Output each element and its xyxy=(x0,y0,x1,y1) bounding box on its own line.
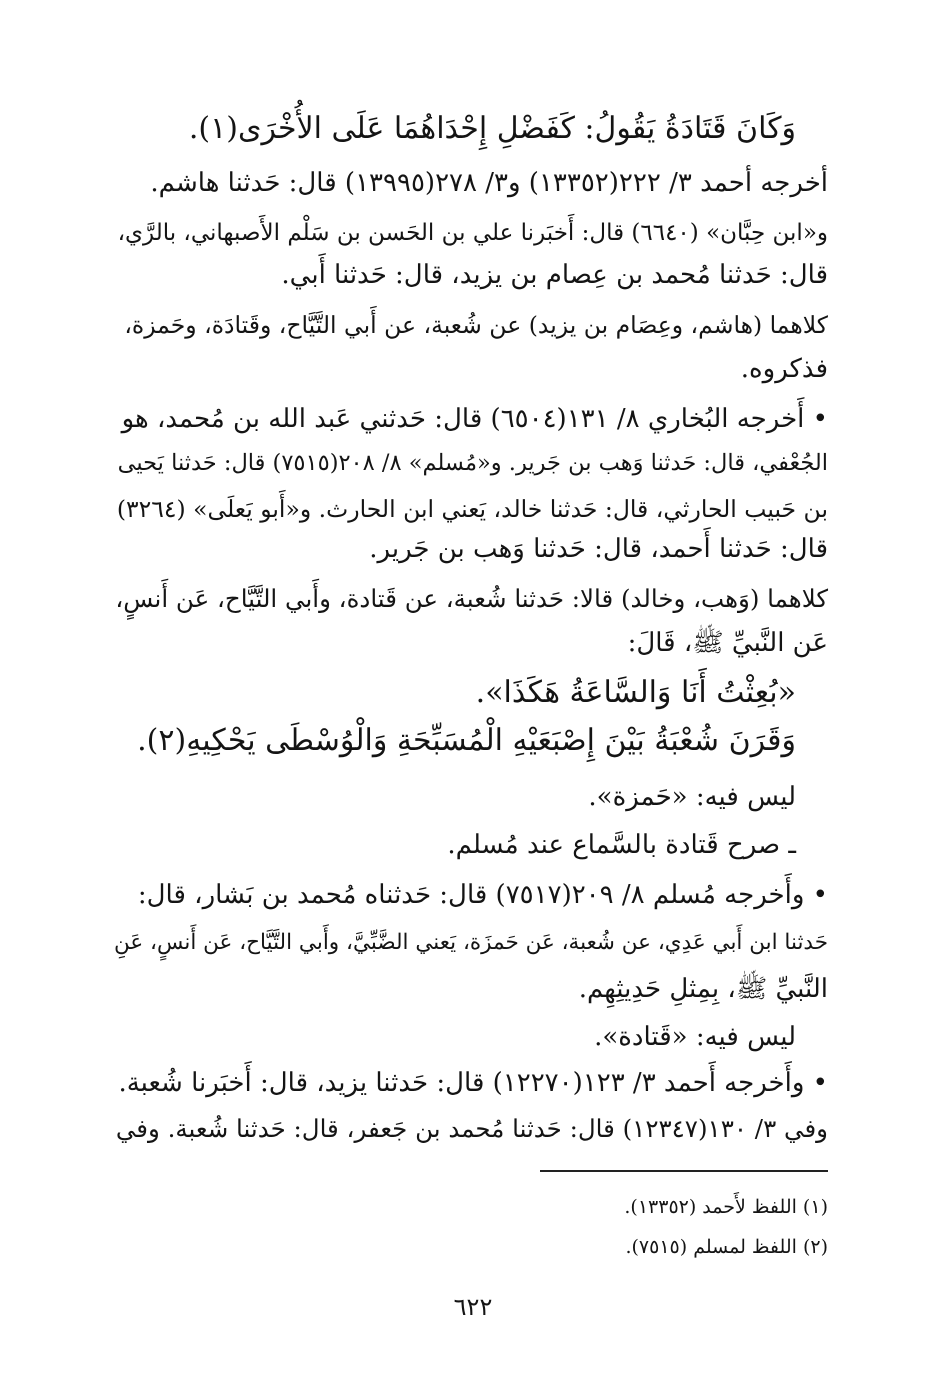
text-line: فذكروه. xyxy=(740,354,828,384)
hadith-text: «بُعِثْتُ أَنَا وَالسَّاعَةُ هَكَذَا». xyxy=(475,675,796,710)
footnote-divider xyxy=(540,1170,828,1172)
text-line: أخرجه أحمد ٣/ ٢٢٢(١٣٣٥٢) و٣/ ٢٧٨(١٣٩٩٥) قال: حَدثنا هاشم. xyxy=(150,168,828,198)
text-line: قال: حَدثنا أَحمد، قال: حَدثنا وَهب بن جَرير. xyxy=(369,534,828,564)
text-line: كلاهما (وَهب، وخالد) قالا: حَدثنا شُعبة، عن قَتادة، وأَبي التَّيَّاح، عَن أَنسٍ، xyxy=(115,584,828,613)
text-line: ـ صرح قَتادة بالسَّماع عند مُسلم. xyxy=(447,830,796,860)
text-line: ليس فيه: «حَمزة». xyxy=(588,782,796,812)
text-line: بن حَبيب الحارثي، قال: حَدثنا خالد، يَعني ابن الحارث. و«أَبو يَعلَى» (٣٢٦٤) xyxy=(116,495,828,523)
footnote: (١) اللفظ لأَحمد (١٣٣٥٢). xyxy=(624,1196,828,1218)
footnote: (٢) اللفظ لمسلم (٧٥١٥). xyxy=(625,1236,828,1258)
text-line: قال: حَدثنا مُحمد بن عِصام بن يزيد، قال: حَدثنا أَبي. xyxy=(281,260,828,290)
text-line: ليس فيه: «قَتادة». xyxy=(594,1022,796,1052)
text-line: عَن النَّبيِّ ﷺ، قَالَ: xyxy=(627,628,828,658)
text-line: • أَخرجه البُخاري ٨/ ١٣١(٦٥٠٤) قال: حَدثني عَبد الله بن مُحمد، هو xyxy=(121,404,828,434)
page-number: ٦٢٢ xyxy=(453,1293,493,1321)
text-line: • وأَخرجه مُسلم ٨/ ٢٠٩(٧٥١٧) قال: حَدثناه مُحمد بن بَشار، قال: xyxy=(137,880,828,910)
text-line: حَدثنا ابن أَبي عَدِي، عن شُعبة، عَن حَمزَة، يَعني الضَّبِّيَّ، وأَبي التَّيَّاح، عَن أَنسٍ، عَنِ xyxy=(114,930,828,955)
hadith-text: وَقَرَنَ شُعْبَةُ بَيْنَ إِصْبَعَيْهِ الْمُسَبِّحَةِ وَالْوُسْطَى يَحْكِيهِ(٢). xyxy=(137,723,796,758)
text-line: النَّبيِّ ﷺ، بِمِثلِ حَدِيثِهِم. xyxy=(578,974,828,1004)
text-line: • وأَخرجه أَحمد ٣/ ١٢٣(١٢٢٧٠) قال: حَدثنا يزيد، قال: أَخبَرنا شُعبة. xyxy=(118,1068,828,1098)
text-line: كلاهما (هاشم، وعِصَام بن يزيد) عن شُعبة، عن أَبي التَّيَّاح، وقَتادَة، وحَمزة، xyxy=(124,311,828,339)
text-line: و«ابن حِبَّان» (٦٦٤٠) قال: أَخبَرنا علي بن الحَسن بن سَلْم الأَصبهاني، بالرَّي، xyxy=(117,220,828,246)
text-line-quote-1: وَكَانَ قَتَادَةُ يَقُولُ: كَفَضْلِ إِحْدَاهُمَا عَلَى الأُخْرَى(١). xyxy=(188,111,796,146)
text-line: الجُعْفي، قال: حَدثنا وَهب بن جَرير. و«مُسلم» ٨/ ٢٠٨(٧٥١٥) قال: حَدثنا يَحيى xyxy=(117,450,828,476)
text-line: وفي ٣/ ١٣٠(١٢٣٤٧) قال: حَدثنا مُحمد بن جَعفر، قال: حَدثنا شُعبة. وفي xyxy=(115,1114,828,1143)
